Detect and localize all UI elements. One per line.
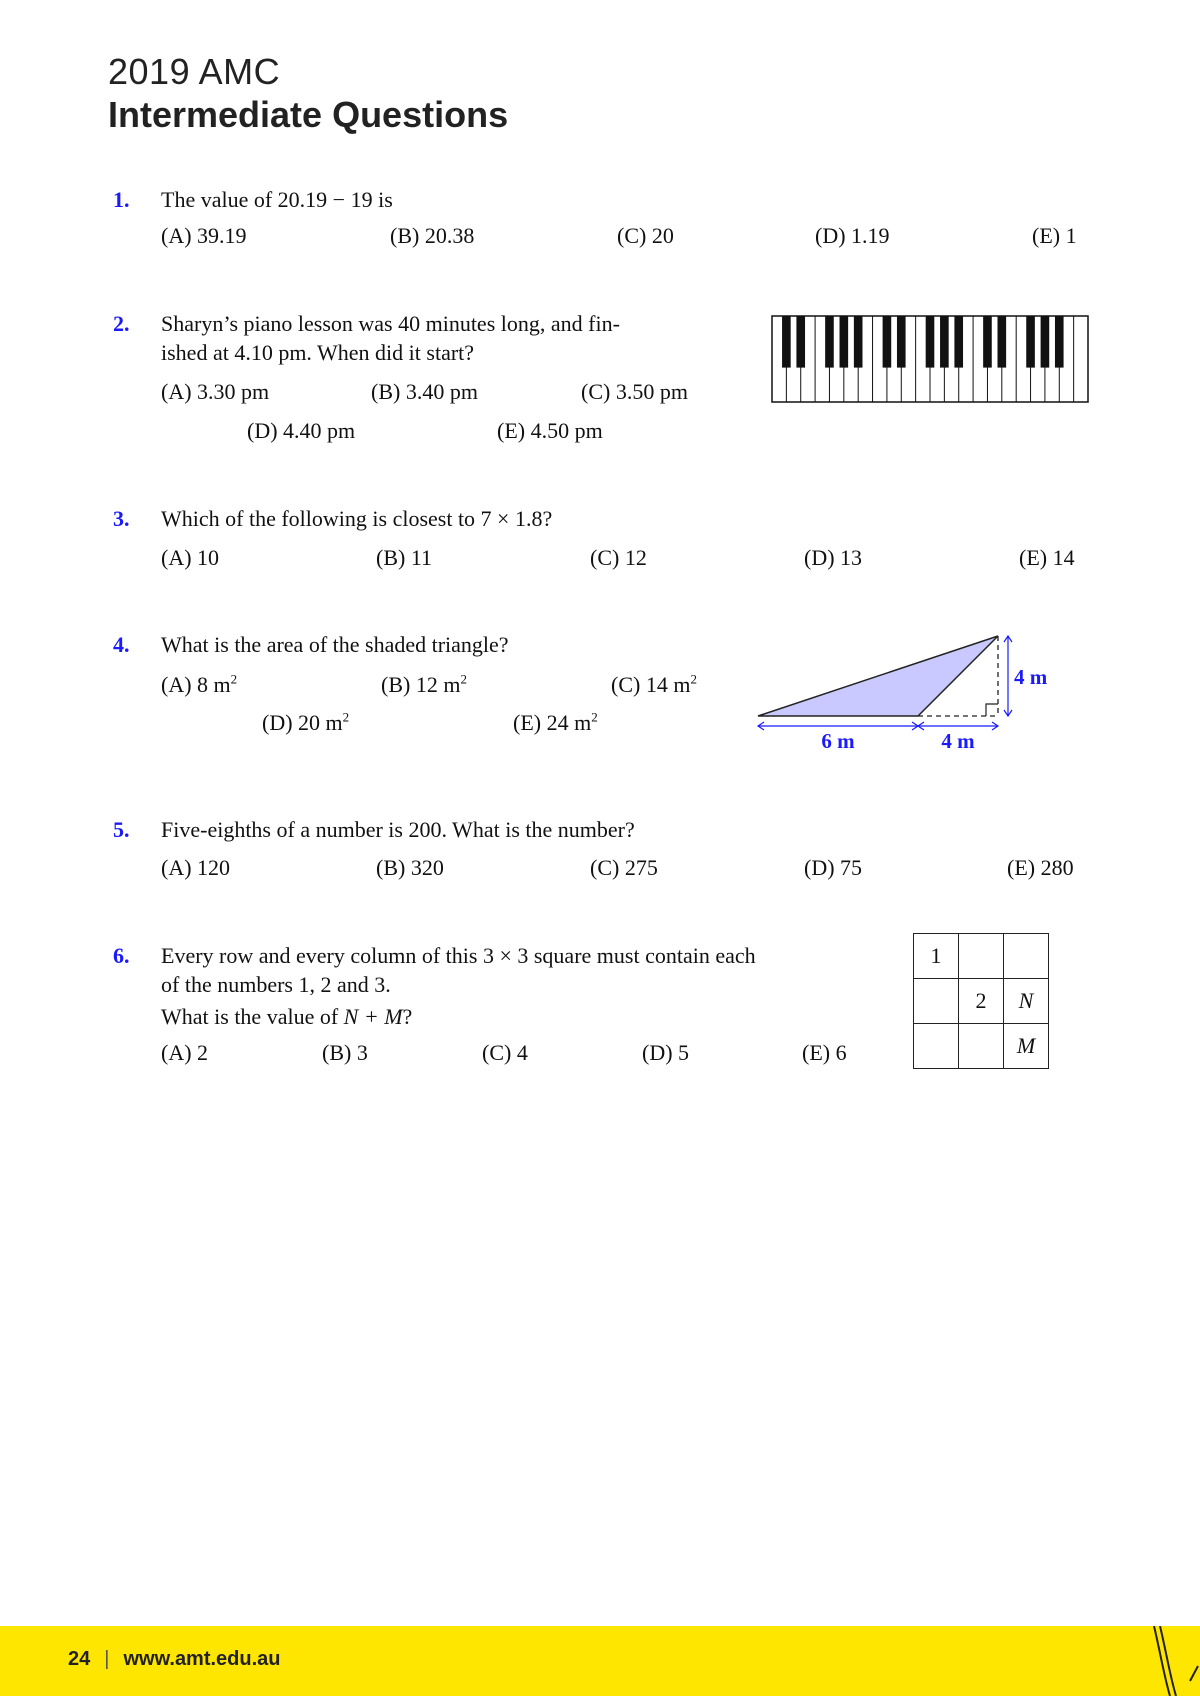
grid-cell bbox=[959, 934, 1004, 979]
option-b[interactable]: (B) 20.38 bbox=[390, 223, 475, 248]
option-a[interactable]: (A) 39.19 bbox=[161, 223, 247, 248]
option-b[interactable]: (B) 11 bbox=[376, 545, 433, 570]
option-d[interactable]: (D) 1.19 bbox=[815, 223, 890, 248]
option-a[interactable]: (A) 3.30 pm bbox=[161, 379, 270, 404]
question-number: 1. bbox=[113, 187, 130, 212]
question-number: 5. bbox=[113, 817, 130, 842]
grid-cell: N bbox=[1004, 979, 1049, 1024]
option-d[interactable] bbox=[262, 709, 349, 737]
question-number: 4. bbox=[113, 632, 130, 657]
superscript: 2 bbox=[690, 671, 697, 687]
question-text-line-2: ished at 4.10 pm. When did it start? bbox=[161, 340, 475, 365]
option-c[interactable]: (C) 4 bbox=[482, 1040, 528, 1065]
grid-cell bbox=[959, 1024, 1004, 1069]
black-key bbox=[883, 316, 892, 368]
option-c[interactable]: (C) 12 bbox=[590, 545, 647, 570]
grid-cell bbox=[914, 1024, 959, 1069]
shaded-triangle bbox=[758, 636, 998, 716]
grid-row bbox=[914, 1024, 1049, 1069]
black-key bbox=[998, 316, 1007, 368]
black-key bbox=[1055, 316, 1064, 368]
grid-row bbox=[914, 934, 1049, 979]
option-c[interactable]: (C) 20 bbox=[617, 223, 674, 248]
grid-cell bbox=[1004, 934, 1049, 979]
question-text-line-2: of the numbers 1, 2 and 3. bbox=[161, 972, 391, 997]
grid-cell: 1 bbox=[914, 934, 959, 979]
footer-divider: | bbox=[104, 1648, 110, 1670]
footer-text bbox=[68, 1648, 281, 1671]
black-key bbox=[897, 316, 906, 368]
triangle-diagram bbox=[750, 630, 1070, 760]
option-b[interactable]: (B) 3 bbox=[322, 1040, 368, 1065]
option-a[interactable] bbox=[161, 671, 237, 699]
option-d[interactable]: (D) 75 bbox=[804, 855, 863, 880]
question-text-line-3 bbox=[161, 1003, 412, 1031]
grid-cell: M bbox=[1004, 1024, 1049, 1069]
superscript: 2 bbox=[591, 709, 598, 725]
question-text-line-1: Every row and every column of this 3 × 3 square must contain each bbox=[161, 943, 756, 968]
black-key bbox=[983, 316, 992, 368]
black-key bbox=[954, 316, 963, 368]
text-suffix: ? bbox=[402, 1004, 413, 1029]
option-b[interactable]: (B) 320 bbox=[376, 855, 444, 880]
black-key bbox=[796, 316, 805, 368]
extension-label: 4 m bbox=[941, 729, 975, 753]
option-d[interactable]: (D) 13 bbox=[804, 545, 863, 570]
base-label: 6 m bbox=[821, 729, 855, 753]
black-key bbox=[840, 316, 849, 368]
option-e[interactable] bbox=[513, 709, 598, 737]
question-number: 6. bbox=[113, 943, 130, 968]
option-label: (C) 14 m bbox=[611, 672, 691, 697]
option-b[interactable]: (B) 3.40 pm bbox=[371, 379, 478, 404]
option-e[interactable]: (E) 14 bbox=[1019, 545, 1075, 570]
option-e[interactable]: (E) 280 bbox=[1007, 855, 1074, 880]
option-c[interactable]: (C) 3.50 pm bbox=[581, 379, 688, 404]
option-a[interactable]: (A) 120 bbox=[161, 855, 231, 880]
black-key bbox=[1041, 316, 1050, 368]
black-key bbox=[825, 316, 834, 368]
piano-keyboard-illustration bbox=[770, 314, 1090, 404]
question-number: 2. bbox=[113, 311, 130, 336]
superscript: 2 bbox=[230, 671, 238, 687]
superscript: 2 bbox=[342, 709, 350, 725]
right-angle-marker bbox=[986, 704, 998, 716]
website-link[interactable]: www.amt.edu.au bbox=[123, 1648, 281, 1670]
grid-cell: 2 bbox=[959, 979, 1004, 1024]
latin-square-grid bbox=[913, 933, 1049, 1069]
question-number: 3. bbox=[113, 506, 130, 531]
grid-cell bbox=[914, 979, 959, 1024]
question-text: Which of the following is closest to 7 × 1.8? bbox=[161, 506, 553, 531]
superscript: 2 bbox=[460, 671, 467, 687]
black-key bbox=[1026, 316, 1035, 368]
option-e[interactable]: (E) 1 bbox=[1032, 223, 1077, 248]
question-text: The value of 20.19 − 19 is bbox=[161, 187, 393, 212]
question-text: What is the area of the shaded triangle? bbox=[161, 632, 509, 657]
black-key bbox=[782, 316, 791, 368]
option-c[interactable]: (C) 275 bbox=[590, 855, 658, 880]
page-title: Intermediate Questions bbox=[108, 94, 509, 135]
grid-row bbox=[914, 979, 1049, 1024]
page-number: 24 bbox=[68, 1648, 91, 1670]
option-label: (A) 8 m bbox=[161, 672, 231, 697]
black-key bbox=[940, 316, 949, 368]
expression: N + M bbox=[343, 1004, 403, 1029]
decorative-swoosh-icon bbox=[1150, 1626, 1200, 1696]
question-text: Five-eighths of a number is 200. What is the number? bbox=[161, 817, 635, 842]
black-key bbox=[926, 316, 935, 368]
option-label: (D) 20 m bbox=[262, 710, 343, 735]
page-title-year: 2019 AMC bbox=[108, 51, 281, 92]
option-a[interactable]: (A) 10 bbox=[161, 545, 220, 570]
page-footer bbox=[0, 1626, 1200, 1696]
option-e[interactable]: (E) 4.50 pm bbox=[497, 418, 603, 443]
option-d[interactable]: (D) 4.40 pm bbox=[247, 418, 356, 443]
option-c[interactable] bbox=[611, 671, 697, 699]
option-b[interactable] bbox=[381, 671, 467, 699]
option-label: (E) 24 m bbox=[513, 710, 592, 735]
text-prefix: What is the value of bbox=[161, 1004, 344, 1029]
black-key bbox=[854, 316, 863, 368]
option-e[interactable]: (E) 6 bbox=[802, 1040, 847, 1065]
option-label: (B) 12 m bbox=[381, 672, 461, 697]
height-label: 4 m bbox=[1014, 665, 1048, 689]
question-text-line-1: Sharyn’s piano lesson was 40 minutes long, and fin- bbox=[161, 311, 620, 336]
option-a[interactable]: (A) 2 bbox=[161, 1040, 209, 1065]
option-d[interactable]: (D) 5 bbox=[642, 1040, 690, 1065]
